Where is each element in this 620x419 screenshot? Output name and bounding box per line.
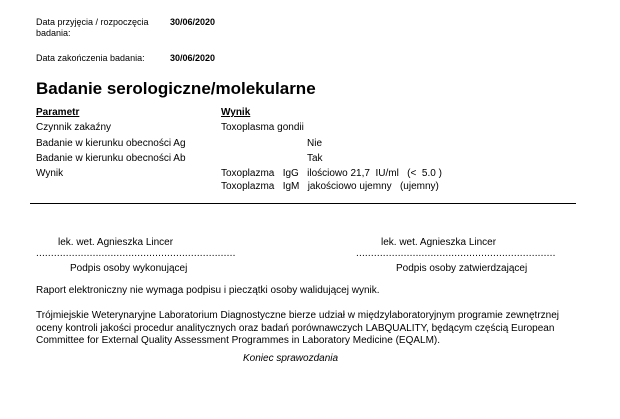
end-of-report: Koniec sprawozdania: [243, 353, 339, 364]
column-header-result: Wynik: [221, 107, 251, 118]
completed-date-value: 30/06/2020: [170, 53, 216, 63]
completed-date-label: Data zakończenia badania:: [36, 53, 145, 63]
param-result: Wynik: [36, 168, 64, 179]
page-title: Badanie serologiczne/molekularne: [36, 79, 316, 98]
result-antibody-test: Tak: [307, 153, 323, 164]
result-igg: Toxoplazma IgG ilościowo 21,7 IU/ml (< 5.0 ): [221, 168, 442, 179]
received-date-value: 30/06/2020: [170, 17, 216, 27]
right-signature-role: Podpis osoby zatwierdzającej: [396, 263, 528, 274]
electronic-report-note: Raport elektroniczny nie wymaga podpisu i pieczątki osoby walidującej wynik.: [36, 285, 380, 296]
left-signature-line: ...................................................................: [36, 248, 236, 259]
param-antibody-test: Badanie w kierunku obecności Ab: [36, 153, 186, 164]
section-divider: [30, 203, 576, 204]
accreditation-paragraph: Trójmiejskie Weterynaryjne Laboratorium Diagnostyczne bierze udział w międzylaboratoryjnym programie zewnętrznej oceny kontroli jakości procedur analitycznych oraz badań porównawczych LABQUALITY, będącym częścią European Committee for External Quality Assessment Programmes in Laboratory Medicine (EQALM).: [36, 310, 559, 346]
right-signature-line: ...................................................................: [356, 248, 556, 259]
left-signer-name: lek. wet. Agnieszka Lincer: [58, 237, 174, 248]
received-date-label: Data przyjęcia / rozpoczęcia badania:: [36, 17, 149, 38]
left-signature-role: Podpis osoby wykonującej: [70, 263, 188, 274]
param-antigen-test: Badanie w kierunku obecności Ag: [36, 138, 186, 149]
right-signer-name: lek. wet. Agnieszka Lincer: [381, 237, 497, 248]
column-header-parameter: Parametr: [36, 107, 80, 118]
result-antigen-test: Nie: [307, 138, 323, 149]
param-infectious-agent: Czynnik zakaźny: [36, 122, 112, 133]
result-igm: Toxoplazma IgM jakościowo ujemny (ujemny): [221, 181, 439, 192]
result-infectious-agent: Toxoplasma gondii: [221, 122, 304, 133]
